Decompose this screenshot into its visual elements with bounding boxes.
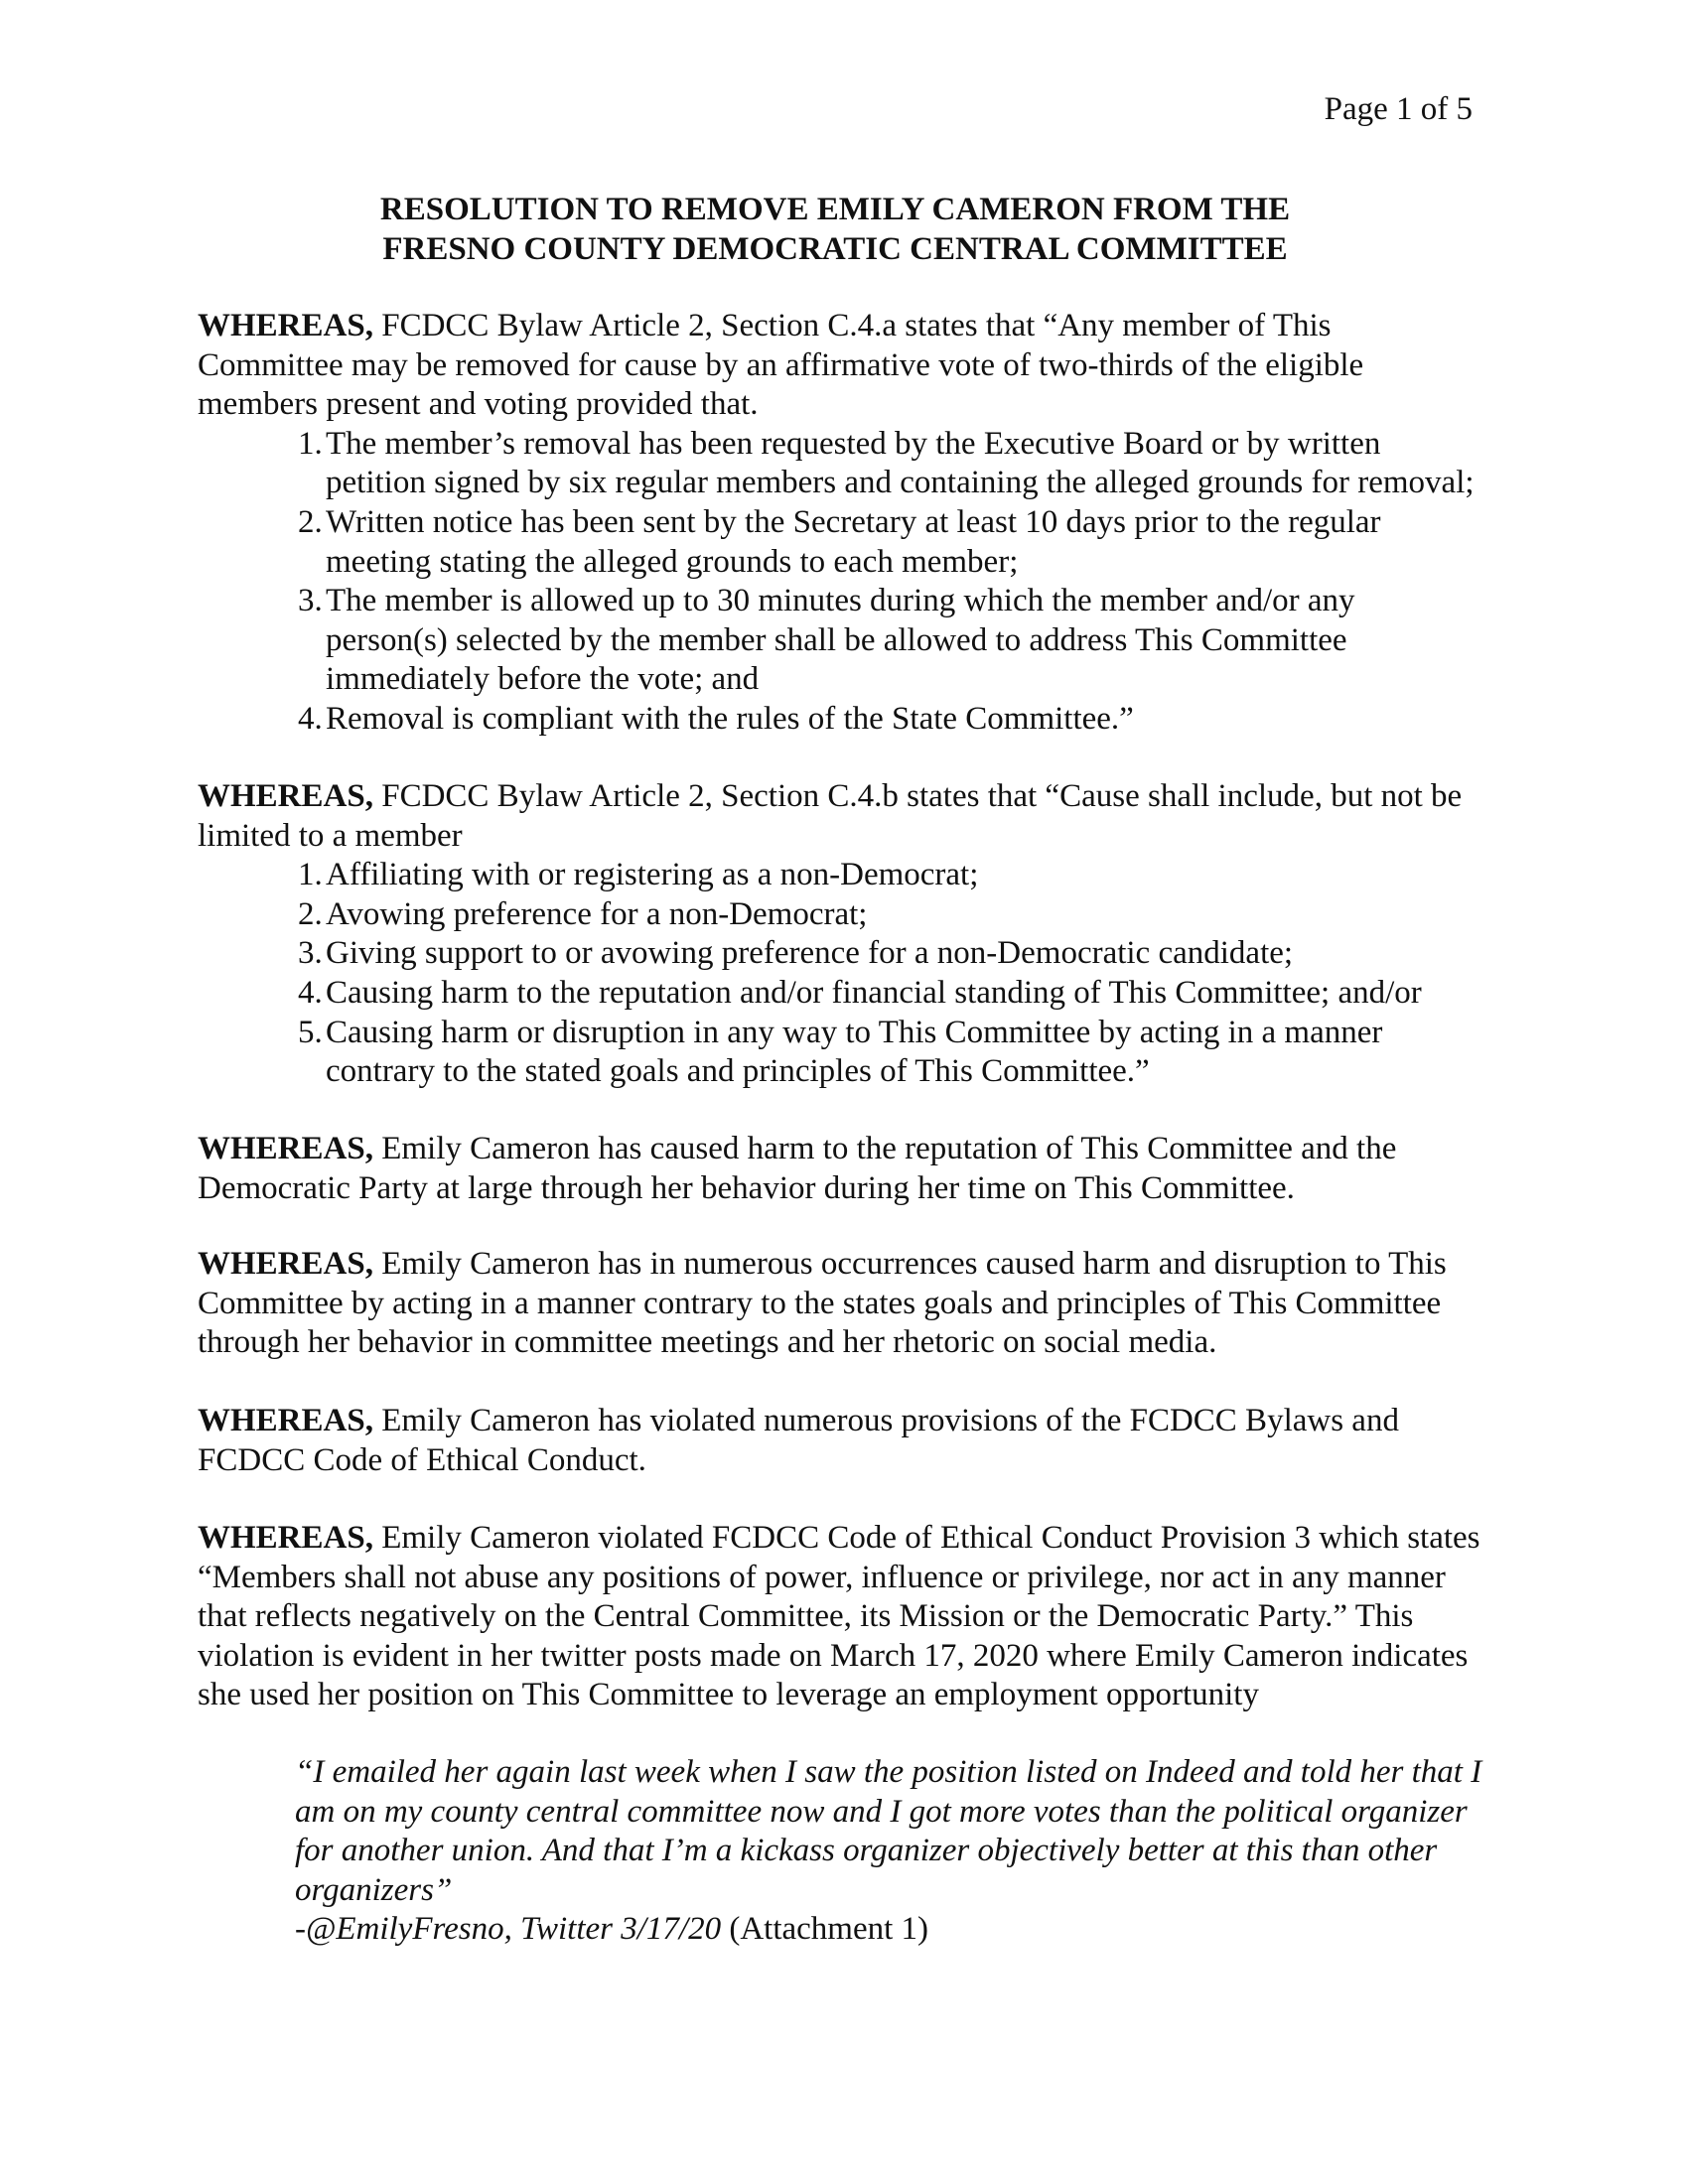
removal-conditions-list	[198, 425, 1480, 740]
whereas-paragraph-4	[198, 1245, 1480, 1363]
list-item	[198, 895, 1480, 935]
list-text: Causing harm or disruption in any way to This Committee by acting in a manner contrary to the stated goals and principles of This Committee.”	[326, 1014, 1383, 1090]
whereas-label: WHEREAS,	[198, 1520, 373, 1556]
cause-list	[198, 856, 1480, 1092]
title-line-2: FRESNO COUNTY DEMOCRATIC CENTRAL COMMITTEE	[382, 230, 1288, 267]
whereas-paragraph-5	[198, 1402, 1480, 1480]
whereas-paragraph-6	[198, 1519, 1480, 1715]
list-text: Avowing preference for a non-Democrat;	[326, 895, 868, 932]
document-title	[198, 191, 1473, 269]
paragraph-text: FCDCC Bylaw Article 2, Section C.4.a states that “Any member of This Committee may be removed for cause by an affirmative vote of two-thirds of the eligible members present and voting provided that.	[198, 308, 1364, 423]
twitter-quote-block	[295, 1753, 1486, 1950]
list-text: Affiliating with or registering as a non-Democrat;	[326, 857, 979, 893]
list-text: The member is allowed up to 30 minutes during which the member and/or any person(s) selected by the member shall be allowed to address This Committee immediately before the vote; and	[326, 583, 1355, 698]
quote-text: “I emailed her again last week when I saw the position listed on Indeed and told her that I am on my county central committee now and I got more votes than the political organizer for another union. And that I’m a kickass organizer objectively better at this than other organizers”	[295, 1754, 1482, 1908]
list-text: The member’s removal has been requested by the Executive Board or by written petition signed by six regular members and containing the alleged grounds for removal;	[326, 425, 1475, 501]
list-item	[198, 934, 1480, 974]
whereas-label: WHEREAS,	[198, 1246, 373, 1282]
list-number: 2.	[298, 895, 323, 932]
paragraph-text: Emily Cameron has in numerous occurrences caused harm and disruption to This Committee by acting in a manner contrary to the states goals and principles of This Committee through her behavior in committee meetings and her rhetoric on social media.	[198, 1246, 1447, 1361]
whereas-paragraph-3	[198, 1130, 1480, 1208]
list-text: Giving support to or avowing preference for a non-Democratic candidate;	[326, 935, 1294, 972]
page-number: Page 1 of 5	[1324, 91, 1473, 127]
list-item	[198, 582, 1480, 700]
list-item	[198, 700, 1480, 740]
list-number: 1.	[298, 425, 323, 462]
paragraph-text: Emily Cameron violated FCDCC Code of Ethical Conduct Provision 3 which states “Members shall not abuse any positions of power, influence or privilege, nor act in any manner that reflects negatively on the Central Committee, its Mission or the Democratic Party.” This violation is evident in her twitter posts made on March 17, 2020 where Emily Cameron indicates she used her position on This Committee to leverage an employment opportunity	[198, 1520, 1480, 1713]
list-number: 2.	[298, 503, 323, 540]
paragraph-text: FCDCC Bylaw Article 2, Section C.4.b states that “Cause shall include, but not be limited to a member	[198, 778, 1463, 854]
list-number: 1.	[298, 857, 323, 893]
list-text: Removal is compliant with the rules of the State Committee.”	[326, 700, 1134, 737]
list-item	[198, 425, 1480, 503]
list-text: Written notice has been sent by the Secretary at least 10 days prior to the regular meeting stating the alleged grounds to each member;	[326, 503, 1381, 580]
list-item	[198, 503, 1480, 582]
list-text: Causing harm to the reputation and/or financial standing of This Committee; and/or	[326, 974, 1422, 1011]
title-line-1: RESOLUTION TO REMOVE EMILY CAMERON FROM THE	[379, 192, 1291, 227]
attachment-reference: (Attachment 1)	[721, 1911, 929, 1948]
list-number: 4.	[298, 700, 323, 737]
list-number: 3.	[298, 935, 323, 972]
whereas-label: WHEREAS,	[198, 778, 373, 814]
paragraph-text: Emily Cameron has caused harm to the reputation of This Committee and the Democratic Party at large through her behavior during her time on This Committee.	[198, 1131, 1397, 1206]
whereas-label: WHEREAS,	[198, 308, 373, 343]
list-item	[198, 1014, 1480, 1092]
whereas-label: WHEREAS,	[198, 1403, 373, 1438]
list-number: 3.	[298, 583, 323, 619]
whereas-paragraph-2	[198, 777, 1480, 1092]
whereas-paragraph-1	[198, 307, 1480, 740]
whereas-label: WHEREAS,	[198, 1131, 373, 1166]
list-item	[198, 974, 1480, 1014]
list-number: 4.	[298, 974, 323, 1011]
quote-attribution: -@EmilyFresno, Twitter 3/17/20	[295, 1911, 722, 1948]
list-number: 5.	[298, 1014, 323, 1050]
paragraph-text: Emily Cameron has violated numerous provisions of the FCDCC Bylaws and FCDCC Code of Ethical Conduct.	[198, 1403, 1399, 1478]
list-item	[198, 856, 1480, 895]
